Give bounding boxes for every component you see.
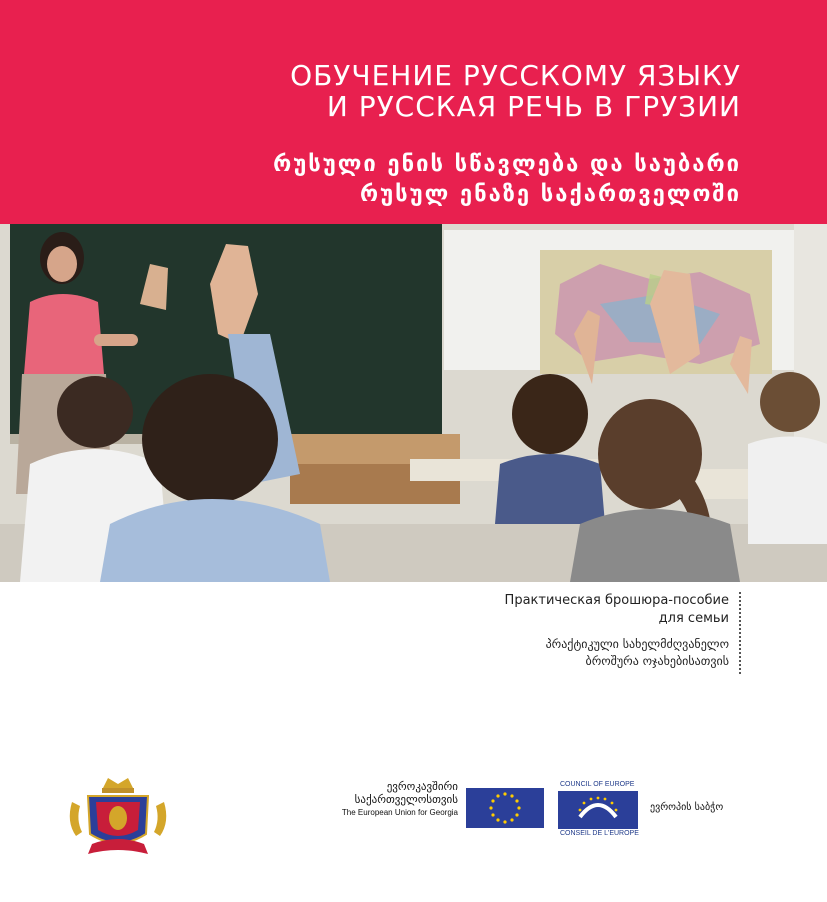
eu-caption-ka-line1: ევროკავშირი [386,780,458,793]
title-georgian [273,150,741,210]
subtitle-ru-line2: для семьи [658,611,729,626]
coat-of-arms-icon [62,772,174,862]
subtitle-block [399,592,741,674]
eu-flag-icon [466,788,544,828]
title-ka-line1: რუსული ენის სწავლება და საუბარი [273,152,741,177]
title-ru-line1: ОБУЧЕНИЕ РУССКОМУ ЯЗЫКУ [290,59,741,92]
eu-caption-ka-line2: საქართველოსთვის [354,793,458,806]
title-ka-line2: რუსულ ენაზე საქართველოში [359,182,741,207]
cover-header [0,0,827,224]
eu-caption-en: The European Union for Georgia [341,808,458,817]
coe-caption-bottom: CONSEIL DE L'EUROPE [560,830,639,837]
council-of-europe-logo-icon [558,791,638,829]
coe-caption-ka: ევროპის საბჭო [650,802,724,813]
eu-caption [300,780,458,818]
subtitle-georgian [399,636,729,670]
subtitle-russian [399,592,729,628]
classroom-photo [0,224,827,582]
title-russian [290,60,741,122]
subtitle-ka-line1: პრაქტიკული სახელმძღვანელო [545,637,729,651]
subtitle-ka-line2: ბროშურა ოჯახებისათვის [585,654,729,668]
coe-caption-top: COUNCIL OF EUROPE [560,781,635,788]
subtitle-ru-line1: Практическая брошюра-пособие [504,593,729,608]
title-ru-line2: И РУССКАЯ РЕЧЬ В ГРУЗИИ [326,90,741,123]
